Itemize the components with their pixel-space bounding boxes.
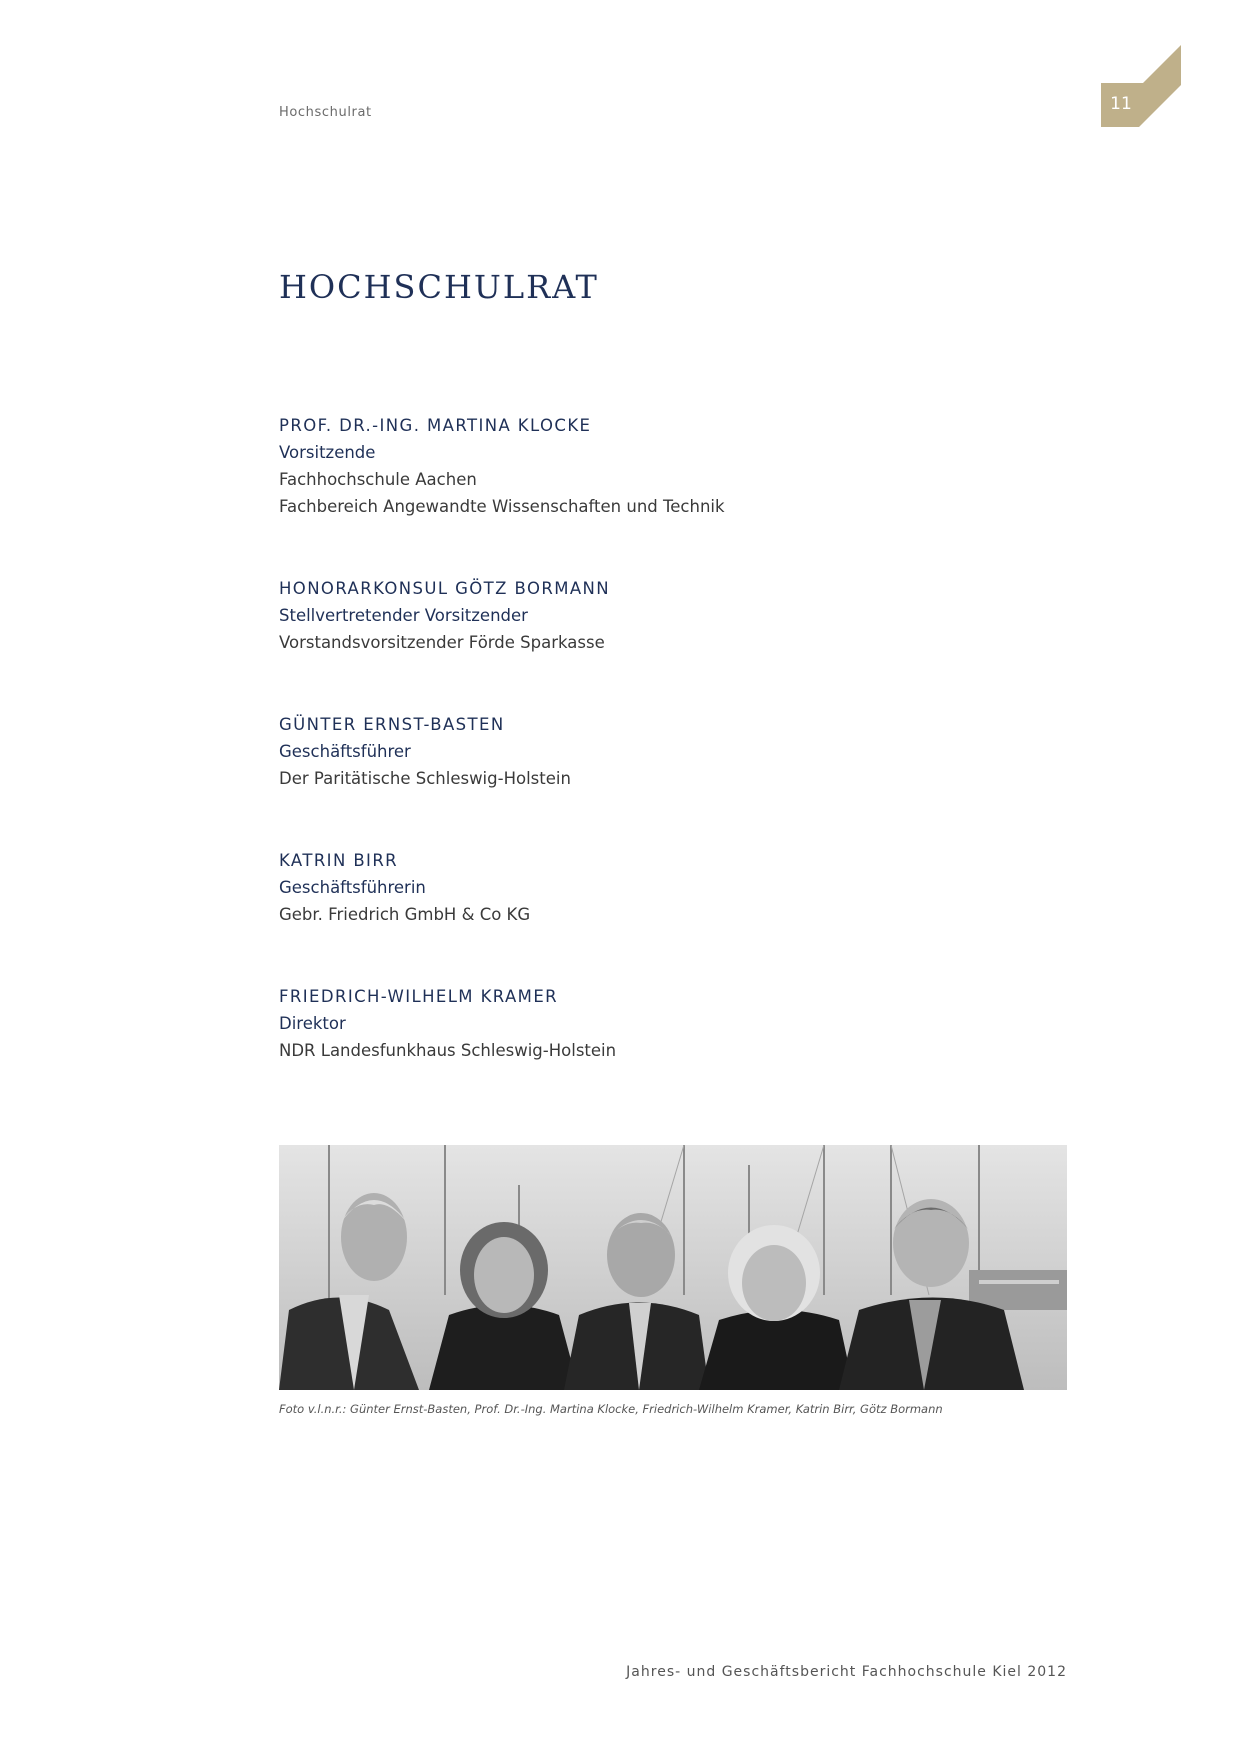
member-org: Gebr. Friedrich GmbH & Co KG [279, 905, 531, 924]
member-name: PROF. DR.-ING. MARTINA KLOCKE [279, 416, 592, 435]
page-number-tab [1101, 45, 1183, 128]
member-org: Der Paritätische Schleswig-Holstein [279, 769, 571, 788]
member-role: Direktor [279, 1014, 346, 1033]
group-photo [279, 1145, 1067, 1390]
member-role: Stellvertretender Vorsitzender [279, 606, 528, 625]
photo-caption: Foto v.l.n.r.: Günter Ernst-Basten, Prof. Dr.-Ing. Martina Klocke, Friedrich-Wilhelm Kramer, Katrin Birr, Götz Bormann [279, 1402, 943, 1416]
member-kramer [279, 983, 616, 1064]
page-number: 11 [1110, 94, 1132, 114]
running-head: Hochschulrat [279, 105, 372, 120]
member-klocke [279, 412, 725, 520]
member-birr [279, 847, 530, 928]
member-name: KATRIN BIRR [279, 851, 399, 870]
member-name: GÜNTER ERNST-BASTEN [279, 715, 505, 734]
member-org: NDR Landesfunkhaus Schleswig-Holstein [279, 1041, 617, 1060]
member-bormann [279, 575, 610, 656]
member-org: Fachbereich Angewandte Wissenschaften und Technik [279, 497, 725, 516]
page-title: HOCHSCHULRAT [279, 268, 599, 306]
member-role: Vorsitzende [279, 443, 376, 462]
member-org: Fachhochschule Aachen [279, 470, 477, 489]
member-role: Geschäftsführer [279, 742, 411, 761]
group-photo-illustration [279, 1145, 1067, 1390]
member-role: Geschäftsführerin [279, 878, 426, 897]
member-name: HONORARKONSUL GÖTZ BORMANN [279, 579, 610, 598]
footer-text: Jahres- und Geschäftsbericht Fachhochschule Kiel 2012 [626, 1664, 1067, 1680]
member-ernst-basten [279, 711, 571, 792]
member-name: FRIEDRICH-WILHELM KRAMER [279, 987, 559, 1006]
member-org: Vorstandsvorsitzender Förde Sparkasse [279, 633, 605, 652]
page-tab-shape [1101, 45, 1183, 128]
